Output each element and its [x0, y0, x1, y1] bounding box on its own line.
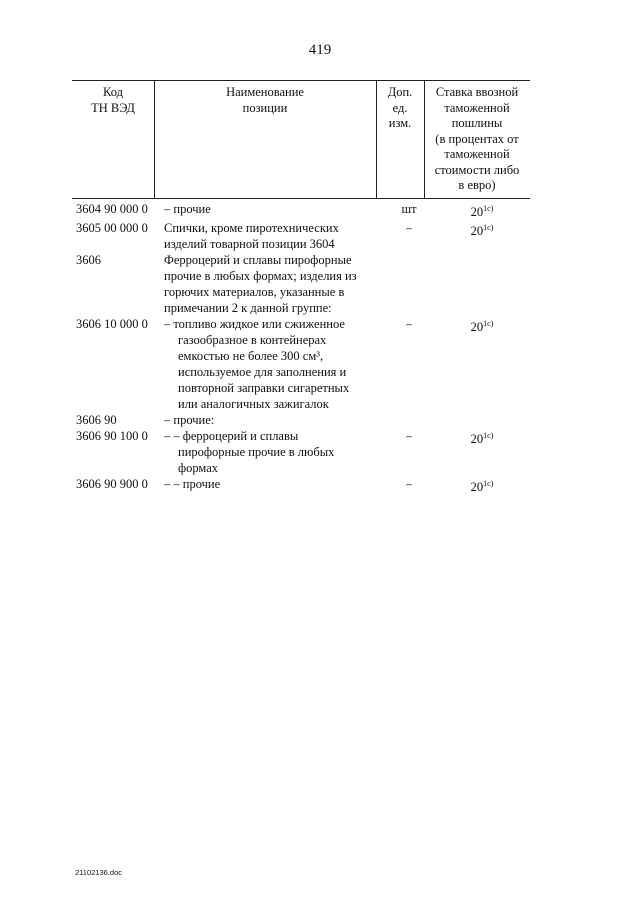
position-name-line: прочие в любых формах; изделия из	[164, 269, 357, 283]
header-rate-line: в евро)	[458, 178, 496, 192]
tn-ved-code: 3606	[76, 253, 101, 267]
position-name-line: Спички, кроме пиротехнических	[164, 221, 339, 235]
header-name	[154, 85, 376, 116]
position-name-line: пирофорные прочие в любых	[178, 445, 335, 459]
duty-rate-footnote: 1с)	[483, 319, 494, 328]
duty-rate	[434, 412, 530, 428]
table-row	[76, 201, 530, 220]
header-code-line: ТН ВЭД	[91, 100, 135, 115]
table-row	[76, 476, 530, 495]
table-row	[76, 412, 530, 428]
position-name	[164, 201, 384, 220]
header-bottom-rule	[72, 198, 530, 199]
header-rate-line: таможенной	[444, 100, 510, 115]
header-name-line: позиции	[242, 100, 288, 115]
duty-rate-value: 20	[470, 224, 484, 238]
position-name	[164, 252, 384, 316]
position-name-line: повторной заправки сигаретных	[178, 381, 350, 395]
duty-rate-value: 20	[470, 432, 484, 446]
duty-rate	[434, 220, 530, 252]
duty-rate	[434, 428, 530, 476]
position-name-line: емкостью не более 300 см³,	[178, 349, 324, 363]
additional-unit: –	[405, 429, 413, 443]
header-unit-line: изм.	[388, 116, 412, 130]
header-rate-line: Ставка ввозной	[435, 85, 519, 99]
tariff-table-body	[76, 201, 530, 495]
header-rate-line: таможенной	[444, 147, 510, 161]
duty-rate-footnote: 1с)	[483, 204, 494, 213]
additional-unit	[384, 412, 434, 428]
table-row	[76, 220, 530, 252]
header-unit-line: ед.	[392, 100, 408, 115]
header-rate	[424, 85, 530, 194]
table-row	[76, 316, 530, 412]
page-number: 419	[308, 42, 332, 58]
position-name-line: газообразное в контейнерах	[178, 333, 327, 347]
table-row	[76, 428, 530, 476]
duty-rate	[434, 316, 530, 412]
additional-unit: –	[405, 477, 413, 491]
position-name-line: – прочие:	[164, 413, 215, 427]
duty-rate-value: 20	[470, 480, 484, 494]
position-name-line: изделий товарной позиции 3604	[164, 237, 335, 251]
additional-unit: –	[405, 317, 413, 331]
position-name	[164, 428, 384, 476]
header-code-line: Код	[103, 85, 123, 99]
tn-ved-code: 3606 10 000 0	[76, 317, 148, 331]
duty-rate-value: 20	[470, 320, 484, 334]
tn-ved-code: 3605 00 000 0	[76, 221, 148, 235]
position-name	[164, 220, 384, 252]
position-name-line: – – ферроцерий и сплавы	[164, 429, 299, 443]
duty-rate-footnote: 1с)	[483, 431, 494, 440]
header-unit-line: Доп.	[387, 85, 413, 99]
duty-rate	[434, 476, 530, 495]
position-name-line: или аналогичных зажигалок	[178, 397, 329, 411]
position-name	[164, 476, 384, 495]
position-name-line: – топливо жидкое или сжиженное	[164, 317, 345, 331]
duty-rate-footnote: 1с)	[483, 223, 494, 232]
additional-unit: шт	[401, 202, 417, 216]
tn-ved-code: 3604 90 000 0	[76, 202, 148, 216]
header-name-line: Наименование	[226, 85, 304, 99]
table-row	[76, 252, 530, 316]
header-rate-line: пошлины	[451, 116, 503, 130]
file-name-footer: 21102136.doc	[75, 868, 122, 877]
duty-rate-value: 20	[470, 205, 484, 219]
duty-rate-footnote: 1с)	[483, 479, 494, 488]
position-name-line: – прочие	[164, 202, 211, 216]
additional-unit: –	[405, 221, 413, 235]
tn-ved-code: 3606 90 900 0	[76, 477, 148, 491]
header-code	[72, 85, 154, 116]
position-name	[164, 412, 384, 428]
header-unit	[376, 85, 424, 132]
position-name-line: – – прочие	[164, 477, 221, 491]
position-name-line: горючих материалов, указанные в	[164, 285, 345, 299]
position-name-line: примечании 2 к данной группе:	[164, 301, 332, 315]
position-name-line: используемое для заполнения и	[178, 365, 347, 379]
position-name-line: Ферроцерий и сплавы пирофорные	[164, 253, 352, 267]
header-rate-line: (в процентах от	[435, 131, 519, 146]
table-top-rule	[72, 80, 530, 81]
additional-unit	[384, 252, 434, 316]
tn-ved-code: 3606 90	[76, 413, 117, 427]
header-rate-line: стоимости либо	[434, 162, 520, 177]
position-name	[164, 316, 384, 412]
duty-rate	[434, 201, 530, 220]
position-name-line: формах	[178, 461, 219, 475]
tn-ved-code: 3606 90 100 0	[76, 429, 148, 443]
duty-rate	[434, 252, 530, 316]
